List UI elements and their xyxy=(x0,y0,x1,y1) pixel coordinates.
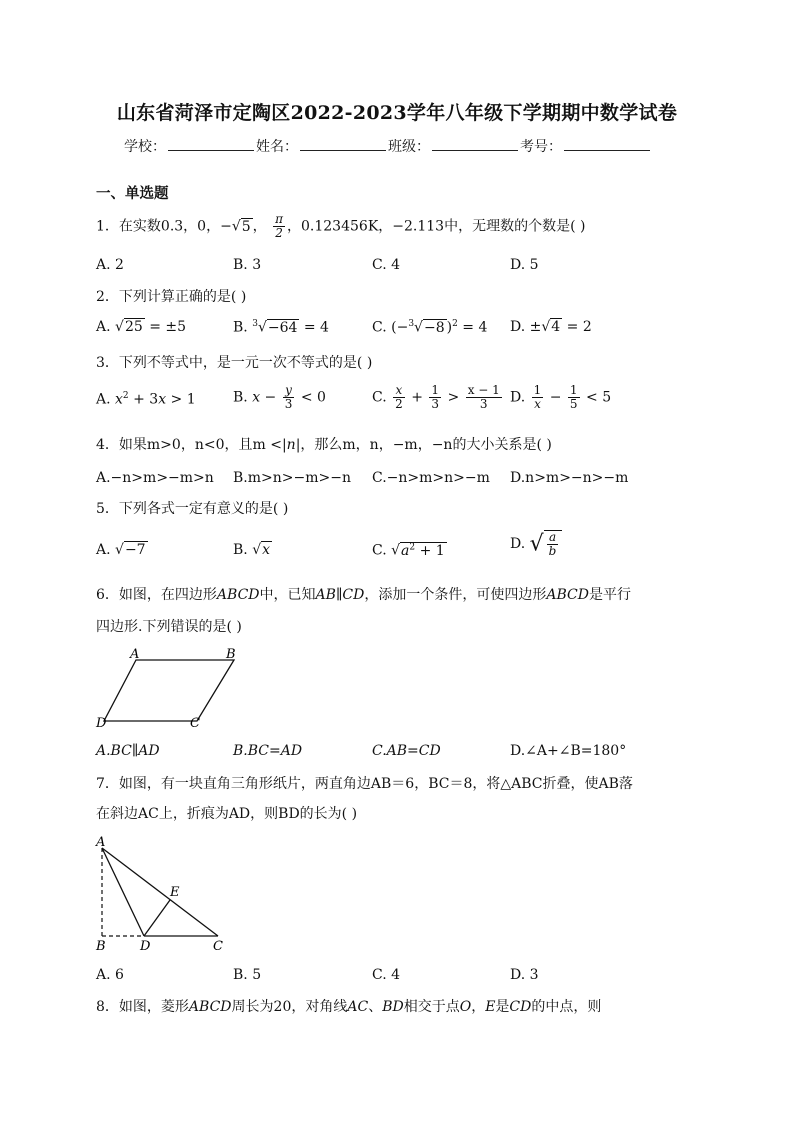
question-4-option-d: D.n>m>−n>−m xyxy=(510,470,629,486)
question-4-option-c: C.−n>m>n>−m xyxy=(372,470,490,486)
number-blank xyxy=(564,136,650,151)
school-blank xyxy=(168,136,254,151)
question-6-line-2: 四边形.下列错误的是( ) xyxy=(96,619,242,635)
page-title: 山东省菏泽市定陶区2022-2023学年八年级下学期期中数学试卷 xyxy=(116,102,678,124)
vertex-c: C xyxy=(190,716,200,731)
question-5-stem: 5．下列各式一定有意义的是( ) xyxy=(96,501,289,517)
question-2-stem: 2．下列计算正确的是( ) xyxy=(96,289,247,305)
question-1-option-b: B. 3 xyxy=(233,257,262,273)
question-6-line-1: 6．如图，在四边形ABCD中，已知AB∥CD，添加一个条件，可使四边形ABCD是平行 xyxy=(96,587,631,603)
question-2-option-b: B. $^3$√−64 = 4 xyxy=(233,319,329,336)
question-8-stem: 8．如图，菱形ABCD周长为20，对角线AC、BD相交于点O，E是CD的中点，则 xyxy=(96,999,602,1015)
name-blank xyxy=(300,136,386,151)
student-info-line xyxy=(124,136,652,156)
question-7-option-a: A. 6 xyxy=(96,967,124,983)
question-2-option-a: A. √25 = ±5 xyxy=(96,319,187,335)
vertex-b: B xyxy=(226,647,236,662)
question-3-stem: 3．下列不等式中，是一元一次不等式的是( ) xyxy=(96,355,373,371)
triangle-fold-figure xyxy=(92,832,232,954)
question-7-line-2: 在斜边AC上，折痕为AD，则BD的长为( ) xyxy=(96,806,358,822)
question-2-option-c: C. (−$^3$√−8 )$^2$ = 4 xyxy=(372,319,488,336)
question-1-option-d: D. 5 xyxy=(510,257,539,273)
segment-de xyxy=(144,900,170,936)
question-3-option-c: C. $\frac{x}{2}$ + $\frac{1}{3}$ > $\frac{x - 1}{3}$ xyxy=(372,383,500,411)
question-5-option-b: B. √x xyxy=(233,542,271,558)
hypotenuse-ac xyxy=(102,848,218,936)
class-label: 班级： xyxy=(388,139,430,155)
vertex-e: E xyxy=(170,885,180,900)
question-3-option-b: B. x − $\frac{y}{3}$ < 0 xyxy=(233,383,326,411)
question-6-option-b: B.BC=AD xyxy=(233,743,303,759)
question-4-option-b: B.m>n>−m>−n xyxy=(233,470,351,486)
name-label: 姓名： xyxy=(256,139,298,155)
question-5-option-d: D. √ $\frac{a}{b}$ xyxy=(510,530,562,558)
parallelogram-figure xyxy=(94,642,244,734)
question-1-option-a: A. 2 xyxy=(96,257,124,273)
question-6-option-d: D.∠A+∠B=180° xyxy=(510,743,627,759)
pi-over-2: $\frac{\pi}{2}$ xyxy=(275,212,284,240)
question-5-option-a: A. √−7 xyxy=(96,542,146,558)
question-4-option-a: A.−n>m>−m>n xyxy=(96,470,214,486)
vertex-a: A xyxy=(96,835,106,850)
question-3-option-d: D. $\frac{1}{x}$ − $\frac{1}{5}$ < 5 xyxy=(510,383,612,411)
school-label: 学校： xyxy=(124,139,166,155)
question-7-option-b: B. 5 xyxy=(233,967,262,983)
question-6-option-a: A.BC∥AD xyxy=(96,743,160,759)
question-7-option-c: C. 4 xyxy=(372,967,401,983)
vertex-d: D xyxy=(140,939,151,954)
question-3-option-a: A. $x^2 + 3x > 1$ xyxy=(96,391,196,408)
vertex-b: B xyxy=(96,939,106,954)
question-4-stem: 4．如果m>0，n<0，且m <|n|，那么m，n，−m，−n的大小关系是( ) xyxy=(96,437,552,453)
question-7-line-1: 7．如图，有一块直角三角形纸片，两直角边AB＝6，BC＝8，将△ABC折叠，使AB落 xyxy=(96,776,633,792)
question-2-option-d: D. ±√4 = 2 xyxy=(510,319,592,335)
question-5-option-c: C. $√a^2 + 1$ xyxy=(372,542,445,559)
question-6-option-c: C.AB=CD xyxy=(372,743,441,759)
question-1-option-c: C. 4 xyxy=(372,257,401,273)
number-label: 考号： xyxy=(520,139,562,155)
vertex-a: A xyxy=(130,647,140,662)
vertex-d: D xyxy=(96,716,107,731)
parallelogram-shape xyxy=(104,660,234,721)
vertex-c: C xyxy=(213,939,223,954)
question-1-stem: 1．在实数0.3，0，−√5 ， $\frac{\pi}{2}$ ，0.123456K，−2.113中，无理数的个数是( ) xyxy=(96,212,586,240)
section-heading: 一、单选题 xyxy=(96,185,169,202)
fold-line-ad xyxy=(102,848,144,936)
class-blank xyxy=(432,136,518,151)
question-7-option-d: D. 3 xyxy=(510,967,539,983)
